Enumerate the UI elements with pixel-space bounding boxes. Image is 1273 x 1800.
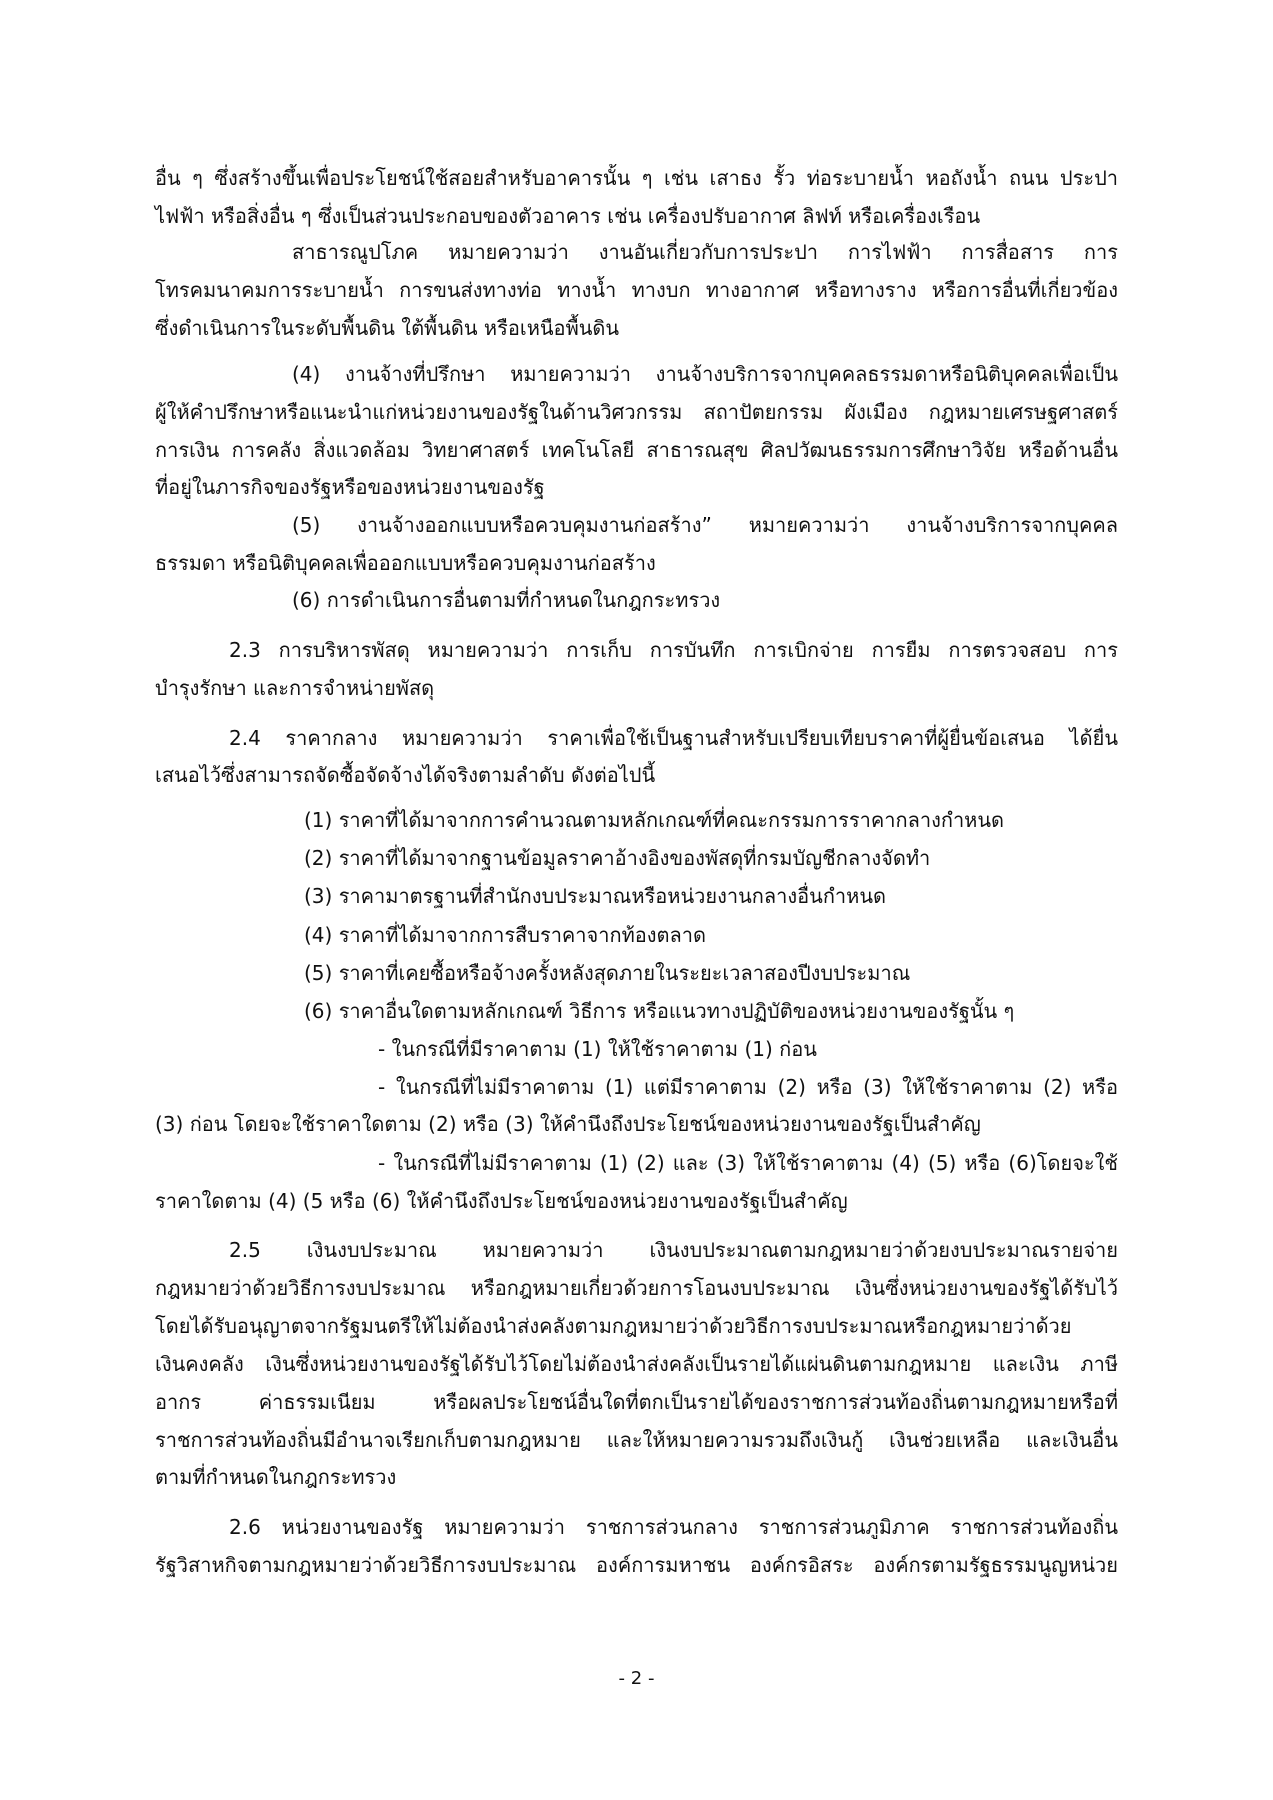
- definition-public-utilities: สาธารณูปโภค หมายความว่า งานอันเกี่ยวกับการประปา การไฟฟ้า การสื่อสาร การ: [292, 240, 1118, 264]
- text-line: ราคาใดตาม (4) (5 หรือ (6) ให้คำนึงถึงประโยชน์ของหน่วยงานของรัฐเป็นสำคัญ: [155, 1189, 848, 1213]
- text-line: ราชการส่วนท้องถิ่นมีอำนาจเรียกเก็บตามกฎหมาย และให้หมายความรวมถึงเงินกู้ เงินช่วยเหลือ และเงินอื่น: [155, 1428, 1118, 1452]
- text-line: ซึ่งดำเนินการในระดับพื้นดิน ใต้พื้นดิน หรือเหนือพื้นดิน: [155, 316, 620, 340]
- text-line: อื่น ๆ ซึ่งสร้างขึ้นเพื่อประโยชน์ใช้สอยสำหรับอาคารนั้น ๆ เช่น เสาธง รั้ว ท่อระบายน้ำ หอถังน้ำ ถนน ประปา: [155, 166, 1118, 190]
- item-5-design: (5) งานจ้างออกแบบหรือควบคุมงานก่อสร้าง” หมายความว่า งานจ้างบริการจากบุคคล: [292, 513, 1118, 537]
- text-line: ผู้ให้คำปรึกษาหรือแนะนำแก่หน่วยงานของรัฐในด้านวิศวกรรม สถาปัตยกรรม ผังเมือง กฎหมายเศรษฐศาสตร์: [155, 400, 1118, 424]
- price-item-1: (1) ราคาที่ได้มาจากการคำนวณตามหลักเกณฑ์ที่คณะกรรมการราคากลางกำหนด: [304, 808, 1005, 832]
- text-line: เงินคงคลัง เงินซึ่งหน่วยงานของรัฐได้รับไว้โดยไม่ต้องนำส่งคลังเป็นรายได้แผ่นดินตามกฎหมาย และเงิน ภาษี: [155, 1352, 1118, 1376]
- text-line: โทรคมนาคมการระบายน้ำ การขนส่งทางท่อ ทางน้ำ ทางบก ทางอากาศ หรือทางราง หรือการอื่นที่เกี่ยวข้อง: [155, 278, 1118, 302]
- price-item-5: (5) ราคาที่เคยซื้อหรือจ้างครั้งหลังสุดภายในระยะเวลาสองปีงบประมาณ: [304, 961, 911, 985]
- item-4-consulting: (4) งานจ้างที่ปรึกษา หมายความว่า งานจ้างบริการจากบุคคลธรรมดาหรือนิติบุคคลเพื่อเป็น: [292, 362, 1118, 386]
- price-item-2: (2) ราคาที่ได้มาจากฐานข้อมูลราคาอ้างอิงของพัสดุที่กรมบัญชีกลางจัดทำ: [304, 846, 931, 870]
- text-line: ตามที่กำหนดในกฎกระทรวง: [155, 1465, 397, 1489]
- section-2-5: 2.5 เงินงบประมาณ หมายความว่า เงินงบประมาณตามกฎหมายว่าด้วยงบประมาณรายจ่าย: [229, 1238, 1118, 1262]
- text-line: เสนอไว้ซึ่งสามารถจัดซื้อจัดจ้างได้จริงตามลำดับ ดังต่อไปนี้: [155, 763, 656, 787]
- section-2-4: 2.4 ราคากลาง หมายความว่า ราคาเพื่อใช้เป็นฐานสำหรับเปรียบเทียบราคาที่ผู้ยื่นข้อเสนอ ได้ยื่น: [229, 726, 1118, 750]
- page-number: - 2 -: [618, 1668, 655, 1689]
- text-line: รัฐวิสาหกิจตามกฎหมายว่าด้วยวิธีการงบประมาณ องค์การมหาชน องค์กรอิสระ องค์กรตามรัฐธรรมนูญหน่วย: [155, 1553, 1118, 1577]
- text-line: บำรุงรักษา และการจำหน่ายพัสดุ: [155, 676, 435, 700]
- section-2-3: 2.3 การบริหารพัสดุ หมายความว่า การเก็บ การบันทึก การเบิกจ่าย การยืม การตรวจสอบ การ: [229, 638, 1118, 662]
- text-line: โดยได้รับอนุญาตจากรัฐมนตรีให้ไม่ต้องนำส่งคลังตามกฎหมายว่าด้วยวิธีการงบประมาณหรือกฎหมายว่าด้วย: [155, 1314, 1072, 1338]
- case-bullet: - ในกรณีที่ไม่มีราคาตาม (1) (2) และ (3) ให้ใช้ราคาตาม (4) (5) หรือ (6)โดยจะใช้: [378, 1151, 1118, 1175]
- case-bullet: - ในกรณีที่ไม่มีราคาตาม (1) แต่มีราคาตาม (2) หรือ (3) ให้ใช้ราคาตาม (2) หรือ: [378, 1075, 1118, 1099]
- text-line: (3) ก่อน โดยจะใช้ราคาใดตาม (2) หรือ (3) ให้คำนึงถึงประโยชน์ของหน่วยงานของรัฐเป็นสำคัญ: [155, 1112, 981, 1136]
- text-line: กฎหมายว่าด้วยวิธีการงบประมาณ หรือกฎหมายเกี่ยวด้วยการโอนงบประมาณ เงินซึ่งหน่วยงานของรัฐได้รับไว้: [155, 1276, 1118, 1300]
- price-item-4: (4) ราคาที่ได้มาจากการสืบราคาจากท้องตลาด: [304, 923, 707, 947]
- price-item-3: (3) ราคามาตรฐานที่สำนักงบประมาณหรือหน่วยงานกลางอื่นกำหนด: [304, 884, 887, 908]
- section-2-6: 2.6 หน่วยงานของรัฐ หมายความว่า ราชการส่วนกลาง ราชการส่วนภูมิภาค ราชการส่วนท้องถิ่น: [229, 1515, 1118, 1539]
- item-6-other: (6) การดำเนินการอื่นตามที่กำหนดในกฎกระทรวง: [292, 588, 721, 612]
- case-bullet: - ในกรณีที่มีราคาตาม (1) ให้ใช้ราคาตาม (1) ก่อน: [378, 1037, 817, 1061]
- text-line: การเงิน การคลัง สิ่งแวดล้อม วิทยาศาสตร์ เทคโนโลยี สาธารณสุข ศิลปวัฒนธรรมการศึกษาวิจัย หรือด้านอื่น: [155, 438, 1118, 462]
- text-line: ธรรมดา หรือนิติบุคคลเพื่อออกแบบหรือควบคุมงานก่อสร้าง: [155, 551, 656, 575]
- text-line: อากร ค่าธรรมเนียม หรือผลประโยชน์อื่นใดที่ตกเป็นรายได้ของราชการส่วนท้องถิ่นตามกฎหมายหรือที่: [155, 1390, 1118, 1414]
- text-line: ไฟฟ้า หรือสิ่งอื่น ๆ ซึ่งเป็นส่วนประกอบของตัวอาคาร เช่น เครื่องปรับอากาศ ลิฟท์ หรือเครื่องเรือน: [155, 204, 981, 228]
- text-line: ที่อยู่ในภารกิจของรัฐหรือของหน่วยงานของรัฐ: [155, 475, 545, 499]
- price-item-6: (6) ราคาอื่นใดตามหลักเกณฑ์ วิธีการ หรือแนวทางปฏิบัติของหน่วยงานของรัฐนั้น ๆ: [304, 999, 1015, 1023]
